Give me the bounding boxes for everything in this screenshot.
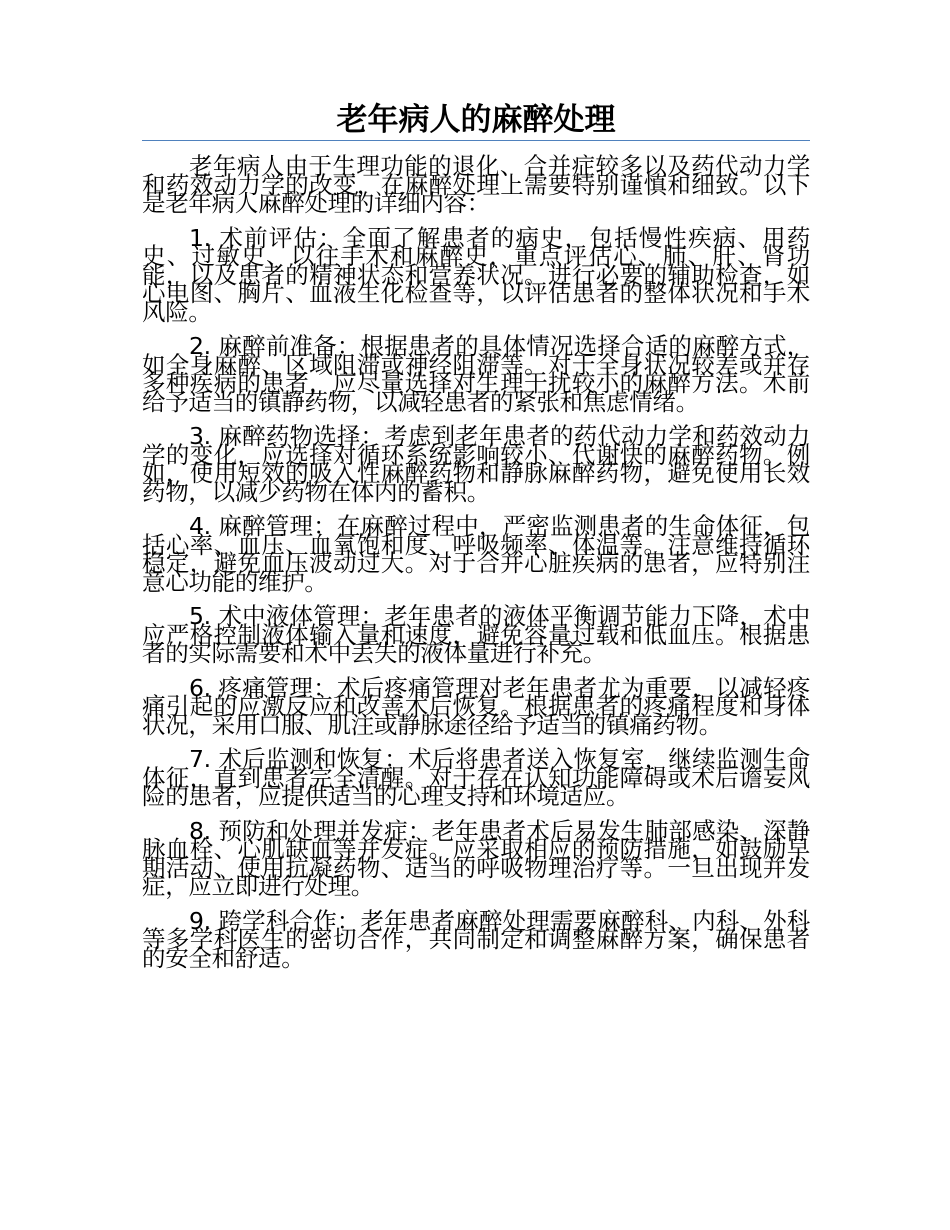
page-title: 老年病人的麻醉处理 xyxy=(336,102,616,138)
title-underline xyxy=(142,140,810,141)
item-paragraph-4: 4. 麻醉管理：在麻醉过程中，严密监测患者的生命体征，包括心率、血压、血氧饱和度、呼吸频率、体温等。注意维持循环稳定，避免血压波动过大。对于合并心脏疾病的患者，应特别注意心功能的维护。 xyxy=(142,512,810,596)
item-paragraph-3: 3. 麻醉药物选择：考虑到老年患者的药代动力学和药效动力学的变化，应选择对循环系统影响较小、代谢快的麻醉药物。例如，使用短效的吸入性麻醉药物和静脉麻醉药物，避免使用长效药物，以减少药物在体内的蓄积。 xyxy=(142,422,810,506)
item-paragraph-1: 1. 术前评估：全面了解患者的病史，包括慢性疾病、用药史、过敏史、以往手术和麻醉史，重点评估心、肺、肝、肾功能，以及患者的精神状态和营养状况。进行必要的辅助检查，如心电图、胸片、血液生化检查等，以评估患者的整体状况和手术风险。 xyxy=(142,223,810,326)
item-paragraph-6: 6. 疼痛管理：术后疼痛管理对老年患者尤为重要，以减轻疼痛引起的应激反应和改善术后恢复。根据患者的疼痛程度和身体状况，采用口服、肌注或静脉途径给予适当的镇痛药物。 xyxy=(142,673,810,739)
item-paragraph-8: 8. 预防和处理并发症：老年患者术后易发生肺部感染、深静脉血栓、心肌缺血等并发症。应采取相应的预防措施，如鼓励早期活动、使用抗凝药物、适当的呼吸物理治疗等。一旦出现并发症，应立即进行处理。 xyxy=(142,816,810,900)
item-paragraph-2: 2. 麻醉前准备：根据患者的具体情况选择合适的麻醉方式，如全身麻醉、区域阻滞或神经阻滞等。对于全身状况较差或并存多种疾病的患者，应尽量选择对生理干扰较小的麻醉方法。术前给予适当的镇静药物，以减轻患者的紧张和焦虑情绪。 xyxy=(142,332,810,416)
item-paragraph-7: 7. 术后监测和恢复：术后将患者送入恢复室，继续监测生命体征，直到患者完全清醒。对于存在认知功能障碍或术后谵妄风险的患者，应提供适当的心理支持和环境适应。 xyxy=(142,745,810,810)
item-paragraph-5: 5. 术中液体管理：老年患者的液体平衡调节能力下降，术中应严格控制液体输入量和速度，避免容量过载和低血压。根据患者的实际需要和术中丢失的液体量进行补充。 xyxy=(142,602,810,667)
intro-paragraph: 老年病人由于生理功能的退化、合并症较多以及药代动力学和药效动力学的改变，在麻醉处理上需要特别谨慎和细致。以下是老年病人麻醉处理的详细内容： xyxy=(142,152,810,217)
document-page xyxy=(142,100,810,983)
item-paragraph-9: 9. 跨学科合作：老年患者麻醉处理需要麻醉科、内科、外科等多学科医生的密切合作，共同制定和调整麻醉方案，确保患者的安全和舒适。 xyxy=(142,906,810,972)
